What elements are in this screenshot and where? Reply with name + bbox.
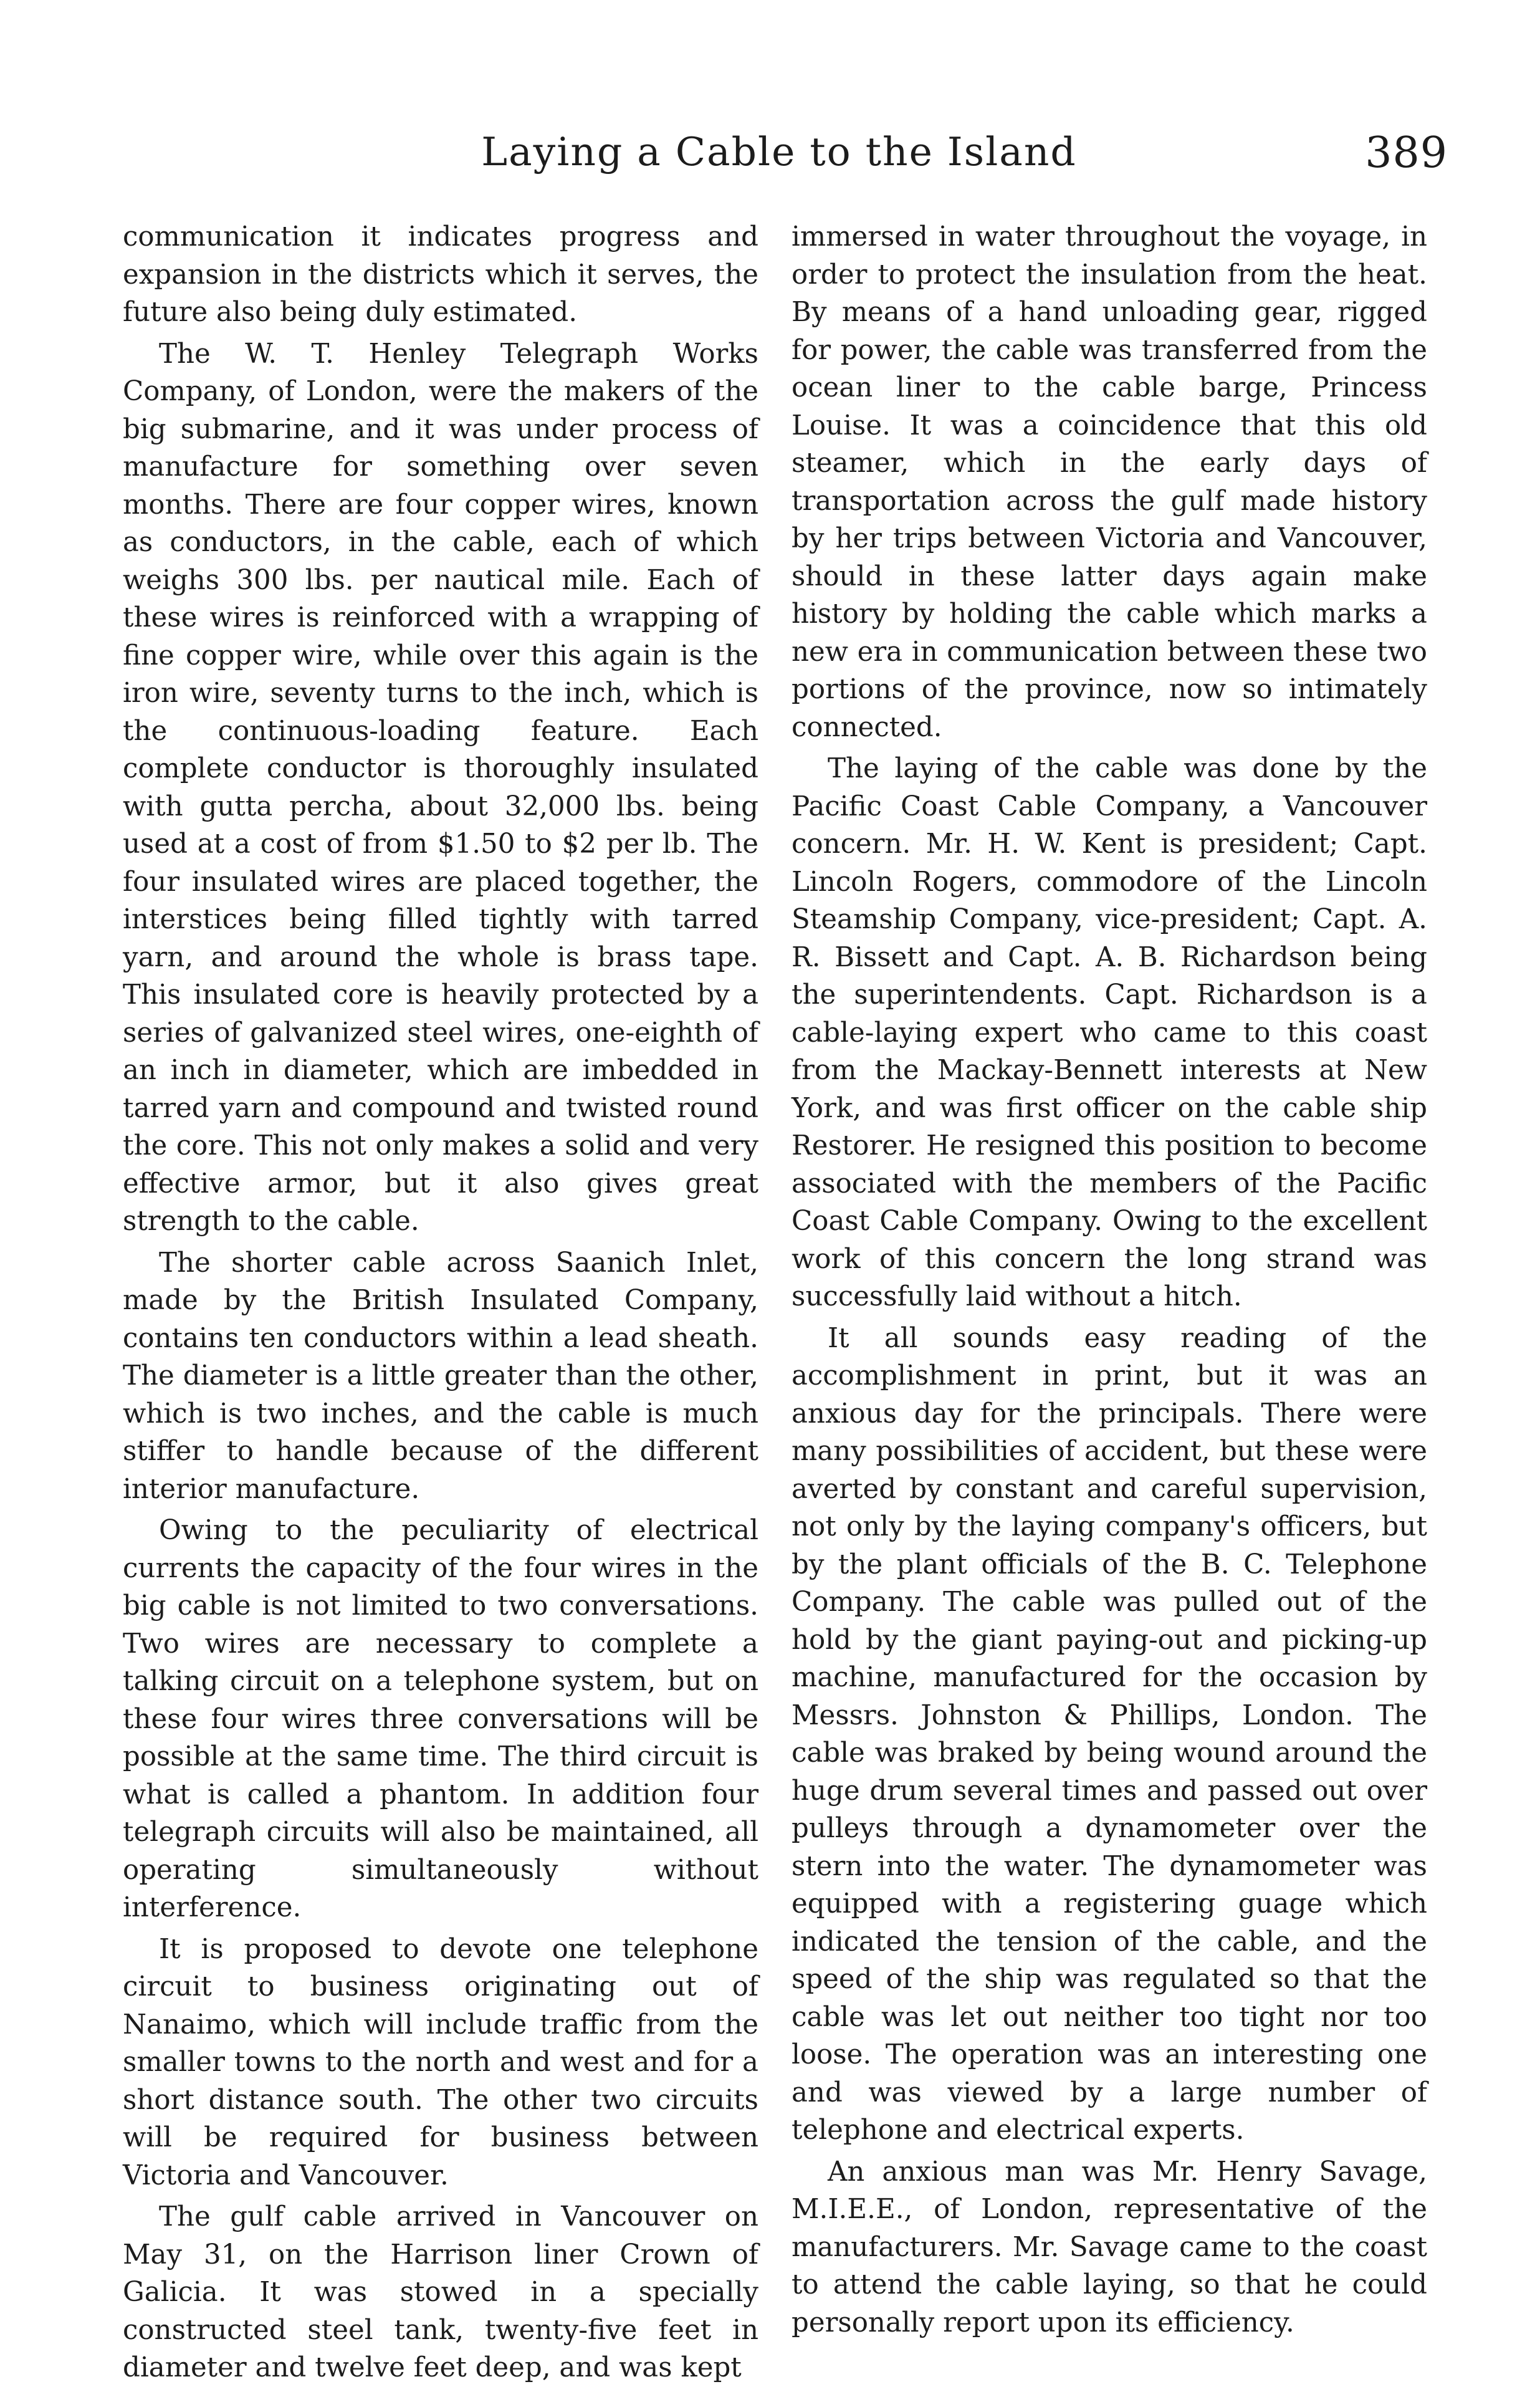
paragraph: It all sounds easy reading of the accomplishment in print, but it was an anxious day for the principals. There were many possibilities of accident, but these were averted by constant and careful supervision, not only by the laying company's officers, but by the plant officials of the B. C. Telephone Company. The cable was pulled out of the hold by the giant paying-out and picking-up machine, manufactured for the occasion by Messrs. Johnston & Phillips, London. The cable was braked by being wound around the huge drum several times and passed out over pulleys through a dynamometer over the stern into the water. The dynamometer was equipped with a registering guage which indicated the tension of the cable, and the speed of the ship was regulated so that the cable was let out neither too tight nor too loose. The operation was an interesting one and was viewed by a large number of telephone and electrical experts. [792, 1322, 1427, 2146]
paragraph: communication it indicates progress and expansion in the districts which it serves, the future also being duly estimated. [123, 221, 758, 328]
left-column [123, 218, 758, 2387]
paragraph: The laying of the cable was done by the Pacific Coast Cable Company, a Vancouver concern. Mr. H. W. Kent is president; Capt. Lincoln Rogers, commodore of the Lincoln Steamship Company, vice-president; Capt. A. R. Bissett and Capt. A. B. Richardson being the superintendents. Capt. Richardson is a cable-laying expert who came to this coast from the Mackay-Bennett interests at New York, and was first officer on the cable ship Restorer. He resigned this position to become associated with the members of the Pacific Coast Cable Company. Owing to the excellent work of this concern the long strand was successfully laid without a hitch. [792, 753, 1427, 1312]
paragraph: An anxious man was Mr. Henry Savage, M.I.E.E., of London, representative of the manufacturers. Mr. Savage came to the coast to attend the cable laying, so that he could personally report upon its efficiency. [792, 2156, 1427, 2338]
page-number: 389 [1365, 128, 1448, 178]
paragraph: The gulf cable arrived in Vancouver on May 31, on the Harrison liner Crown of Galicia. It was stowed in a specially constructed steel tank, twenty-five feet in diameter and twelve feet deep, and was kept [123, 2201, 758, 2383]
paragraph: The shorter cable across Saanich Inlet, made by the British Insulated Company, contains ten conductors within a lead sheath. The diameter is a little greater than the other, which is two inches, and the cable is much stiffer to handle because of the different interior manufacture. [123, 1247, 758, 1505]
paragraph: Owing to the peculiarity of electrical currents the capacity of the four wires in the big cable is not limited to two conversations. Two wires are necessary to complete a talking circuit on a telephone system, but on these four wires three conversations will be possible at the same time. The third circuit is what is called a phantom. In addition four telegraph circuits will also be maintained, all operating simultaneously without interference. [123, 1515, 758, 1923]
paragraph: The W. T. Henley Telegraph Works Company, of London, were the makers of the big submarine, and it was under process of manufacture for something over seven months. There are four copper wires, known as conductors, in the cable, each of which weighs 300 lbs. per nautical mile. Each of these wires is reinforced with a wrapping of fine copper wire, while over this again is the iron wire, seventy turns to the inch, which is the continuous-loading feature. Each complete conductor is thoroughly insulated with gutta percha, about 32,000 lbs. being used at a cost of from $1.50 to $2 per lb. The four insulated wires are placed together, the interstices being filled tightly with tarred yarn, and around the whole is brass tape. This insulated core is heavily protected by a series of galvanized steel wires, one-eighth of an inch in diameter, which are imbedded in tarred yarn and compound and twisted round the core. This not only makes a solid and very effective armor, but it also gives great strength to the cable. [123, 338, 758, 1237]
right-column [792, 218, 1427, 2342]
running-title: Laying a Cable to the Island [481, 129, 1077, 175]
paragraph: immersed in water throughout the voyage, in order to protect the insulation from the heat. By means of a hand unloading gear, rigged for power, the cable was transferred from the ocean liner to the cable barge, Princess Louise. It was a coincidence that this old steamer, which in the early days of transportation across the gulf made history by her trips between Victoria and Vancouver, should in these latter days again make history by holding the cable which marks a new era in communication between these two portions of the province, now so intimately connected. [792, 221, 1427, 743]
paragraph: It is proposed to devote one telephone circuit to business originating out of Nanaimo, which will include traffic from the smaller towns to the north and west and for a short distance south. The other two circuits will be required for business between Victoria and Vancouver. [123, 1933, 758, 2191]
